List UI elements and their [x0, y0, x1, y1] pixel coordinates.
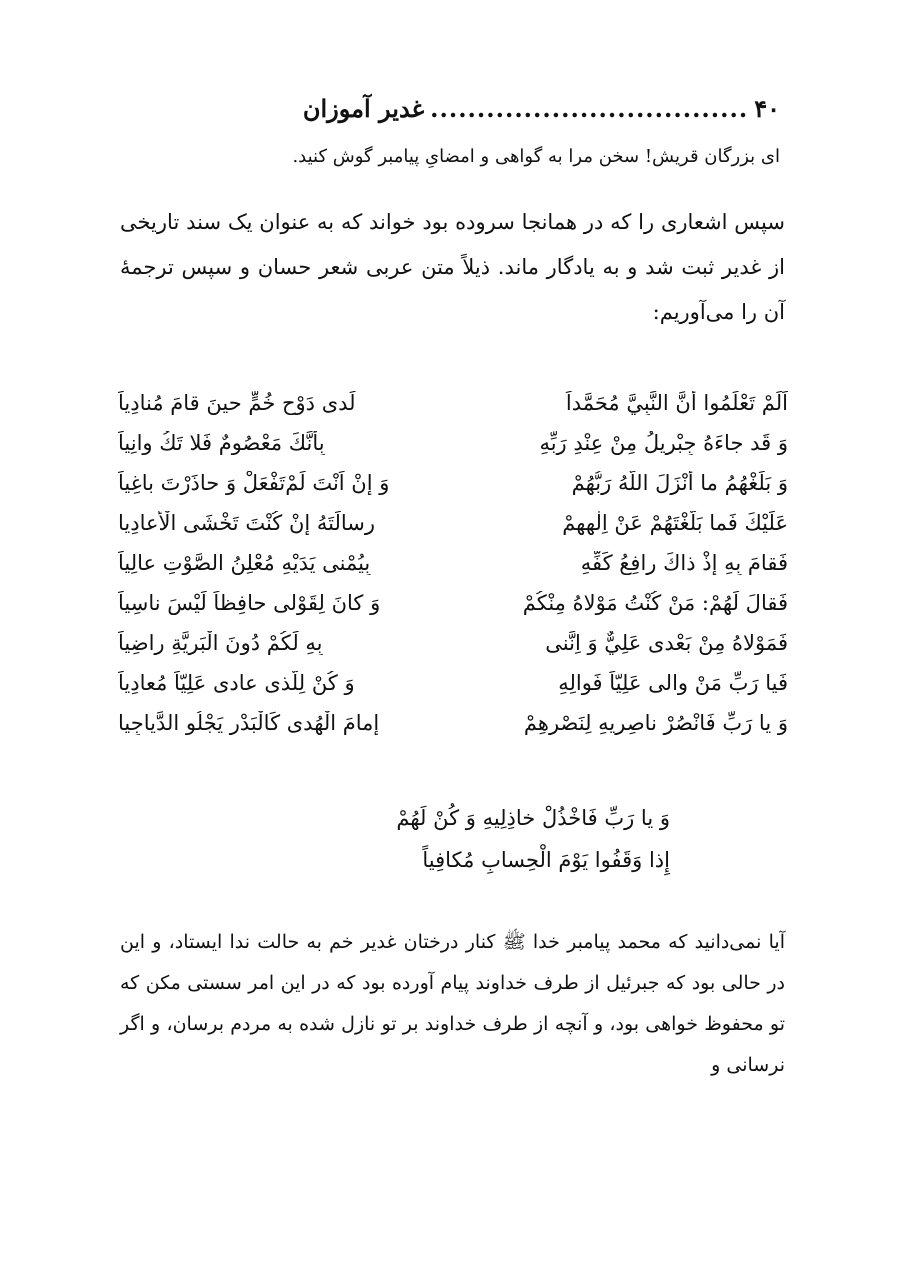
first-hemistich: فَيا رَبِّ مَنْ والى عَلِيّاً فَوالِهِ — [558, 671, 788, 695]
first-hemistich: فَقالَ لَهُمْ: مَنْ كُنْتُ مَوْلاهُ مِنْكُمْ — [522, 591, 788, 615]
poem-couplet — [118, 463, 788, 503]
poem-couplet — [118, 543, 788, 583]
poem-couplet — [118, 663, 788, 703]
poem-couplet — [118, 423, 788, 463]
poem-couplet — [118, 583, 788, 623]
persian-translation: آیا نمی‌دانید که محمد پیامبر خدا ﷺ کنار درختان غدیر خم به حالت ندا ایستاد، و این در حالی بود که جبرئیل از طرف خداوند پیام آورده بود که در این امر سستی مکن که تو محفوظ خواهی بود، و آنچه از طرف خداوند بر تو نازل شده به مردم برسان، و اگر نرسانی و — [120, 931, 785, 1076]
second-hemistich: وَ كُنْ لِلَّذى عادى عَلِيّاً مُعادِياً — [118, 671, 355, 695]
poem-couplet — [118, 503, 788, 543]
second-hemistich: بِيُمْنى يَدَيْهِ مُعْلِنُ الصَّوْتِ عالِياً — [118, 551, 371, 575]
poem-couplet — [118, 703, 788, 743]
second-hemistich: بِأَنَّكَ مَعْصُومٌ فَلا تَكُ وانِياً — [118, 431, 325, 455]
arabic-poem — [118, 383, 788, 743]
first-hemistich: وَ بَلِّغْهُمُ ما أَنْزَلَ اللَّهُ رَبُّهُمْ — [571, 471, 788, 495]
second-hemistich: بِهِ لَكُمْ دُونَ الْبَرِيَّةِ راضِياً — [118, 631, 323, 655]
second-hemistich: وَ إِنْ اَنْتَ لَمْ‌تَفْعَلْ وَ حاذَرْتَ باغِياً — [118, 471, 390, 495]
final-couplet — [230, 797, 670, 881]
second-hemistich: لَدى دَوْحِ خُمٍّ حينَ قامَ مُنادِياً — [118, 391, 356, 415]
first-hemistich: فَمَوْلاهُ مِنْ بَعْدى عَلِيٌّ وَ اِنَّنى — [545, 631, 788, 655]
poem-couplet — [118, 383, 788, 423]
first-hemistich: وَ يا رَبِّ فَانْصُرْ ناصِرِيهِ لِنَصْرِهِمْ — [523, 711, 788, 735]
second-hemistich: رِسالَتَهُ إِنْ كُنْتَ تَخْشَى الْأَعادِيا — [118, 511, 376, 535]
page-header — [115, 88, 780, 128]
running-title: غدیر آموزان — [302, 93, 425, 123]
opening-sentence: ای بزرگان قریش! سخن مرا به گواهی و امضایِ پیامبر گوش کنید. — [292, 146, 780, 167]
header-leader-dots: .................................. — [430, 93, 749, 123]
poem-couplet — [118, 623, 788, 663]
first-hemistich: اَلَمْ تَعْلَمُوا أَنَّ النَّبِيَّ مُحَمَّداً — [565, 391, 788, 415]
final-couplet-line-1: وَ يا رَبِّ فَاخْذُلْ خاذِلِيهِ وَ كُنْ لَهُمْ — [396, 806, 670, 830]
second-hemistich: إِمامَ الْهُدى كَالْبَدْرِ يَجْلُو الدَّياجِيا — [118, 711, 380, 735]
final-couplet-line-2: إِذا وَقَفُوا يَوْمَ الْحِسابِ مُكافِياً — [422, 848, 670, 872]
page-number: ۴۰ — [754, 93, 780, 123]
first-hemistich: فَقامَ بِهِ إِذْ ذاكَ رافِعُ كَفِّهِ — [580, 551, 788, 575]
first-hemistich: وَ قَد جاءَهُ جِبْريلُ مِنْ عِنْدِ رَبِّهِ — [539, 431, 788, 455]
second-hemistich: وَ كانَ لِقَوْلى حافِظاً لَيْسَ ناسِياً — [118, 591, 381, 615]
first-hemistich: عَلَيْكَ فَما بَلَّغْتَهُمْ عَنْ اِلٰهِهِمْ — [562, 511, 788, 535]
intro-paragraph: سپس اشعاری را که در همانجا سروده بود خواند که به عنوان یک سند تاریخی از غدیر ثبت شد و به یادگار ماند. ذیلاً متن عربی شعر حسان و سپس ترجمهٔ آن را می‌آوریم: — [120, 210, 785, 324]
